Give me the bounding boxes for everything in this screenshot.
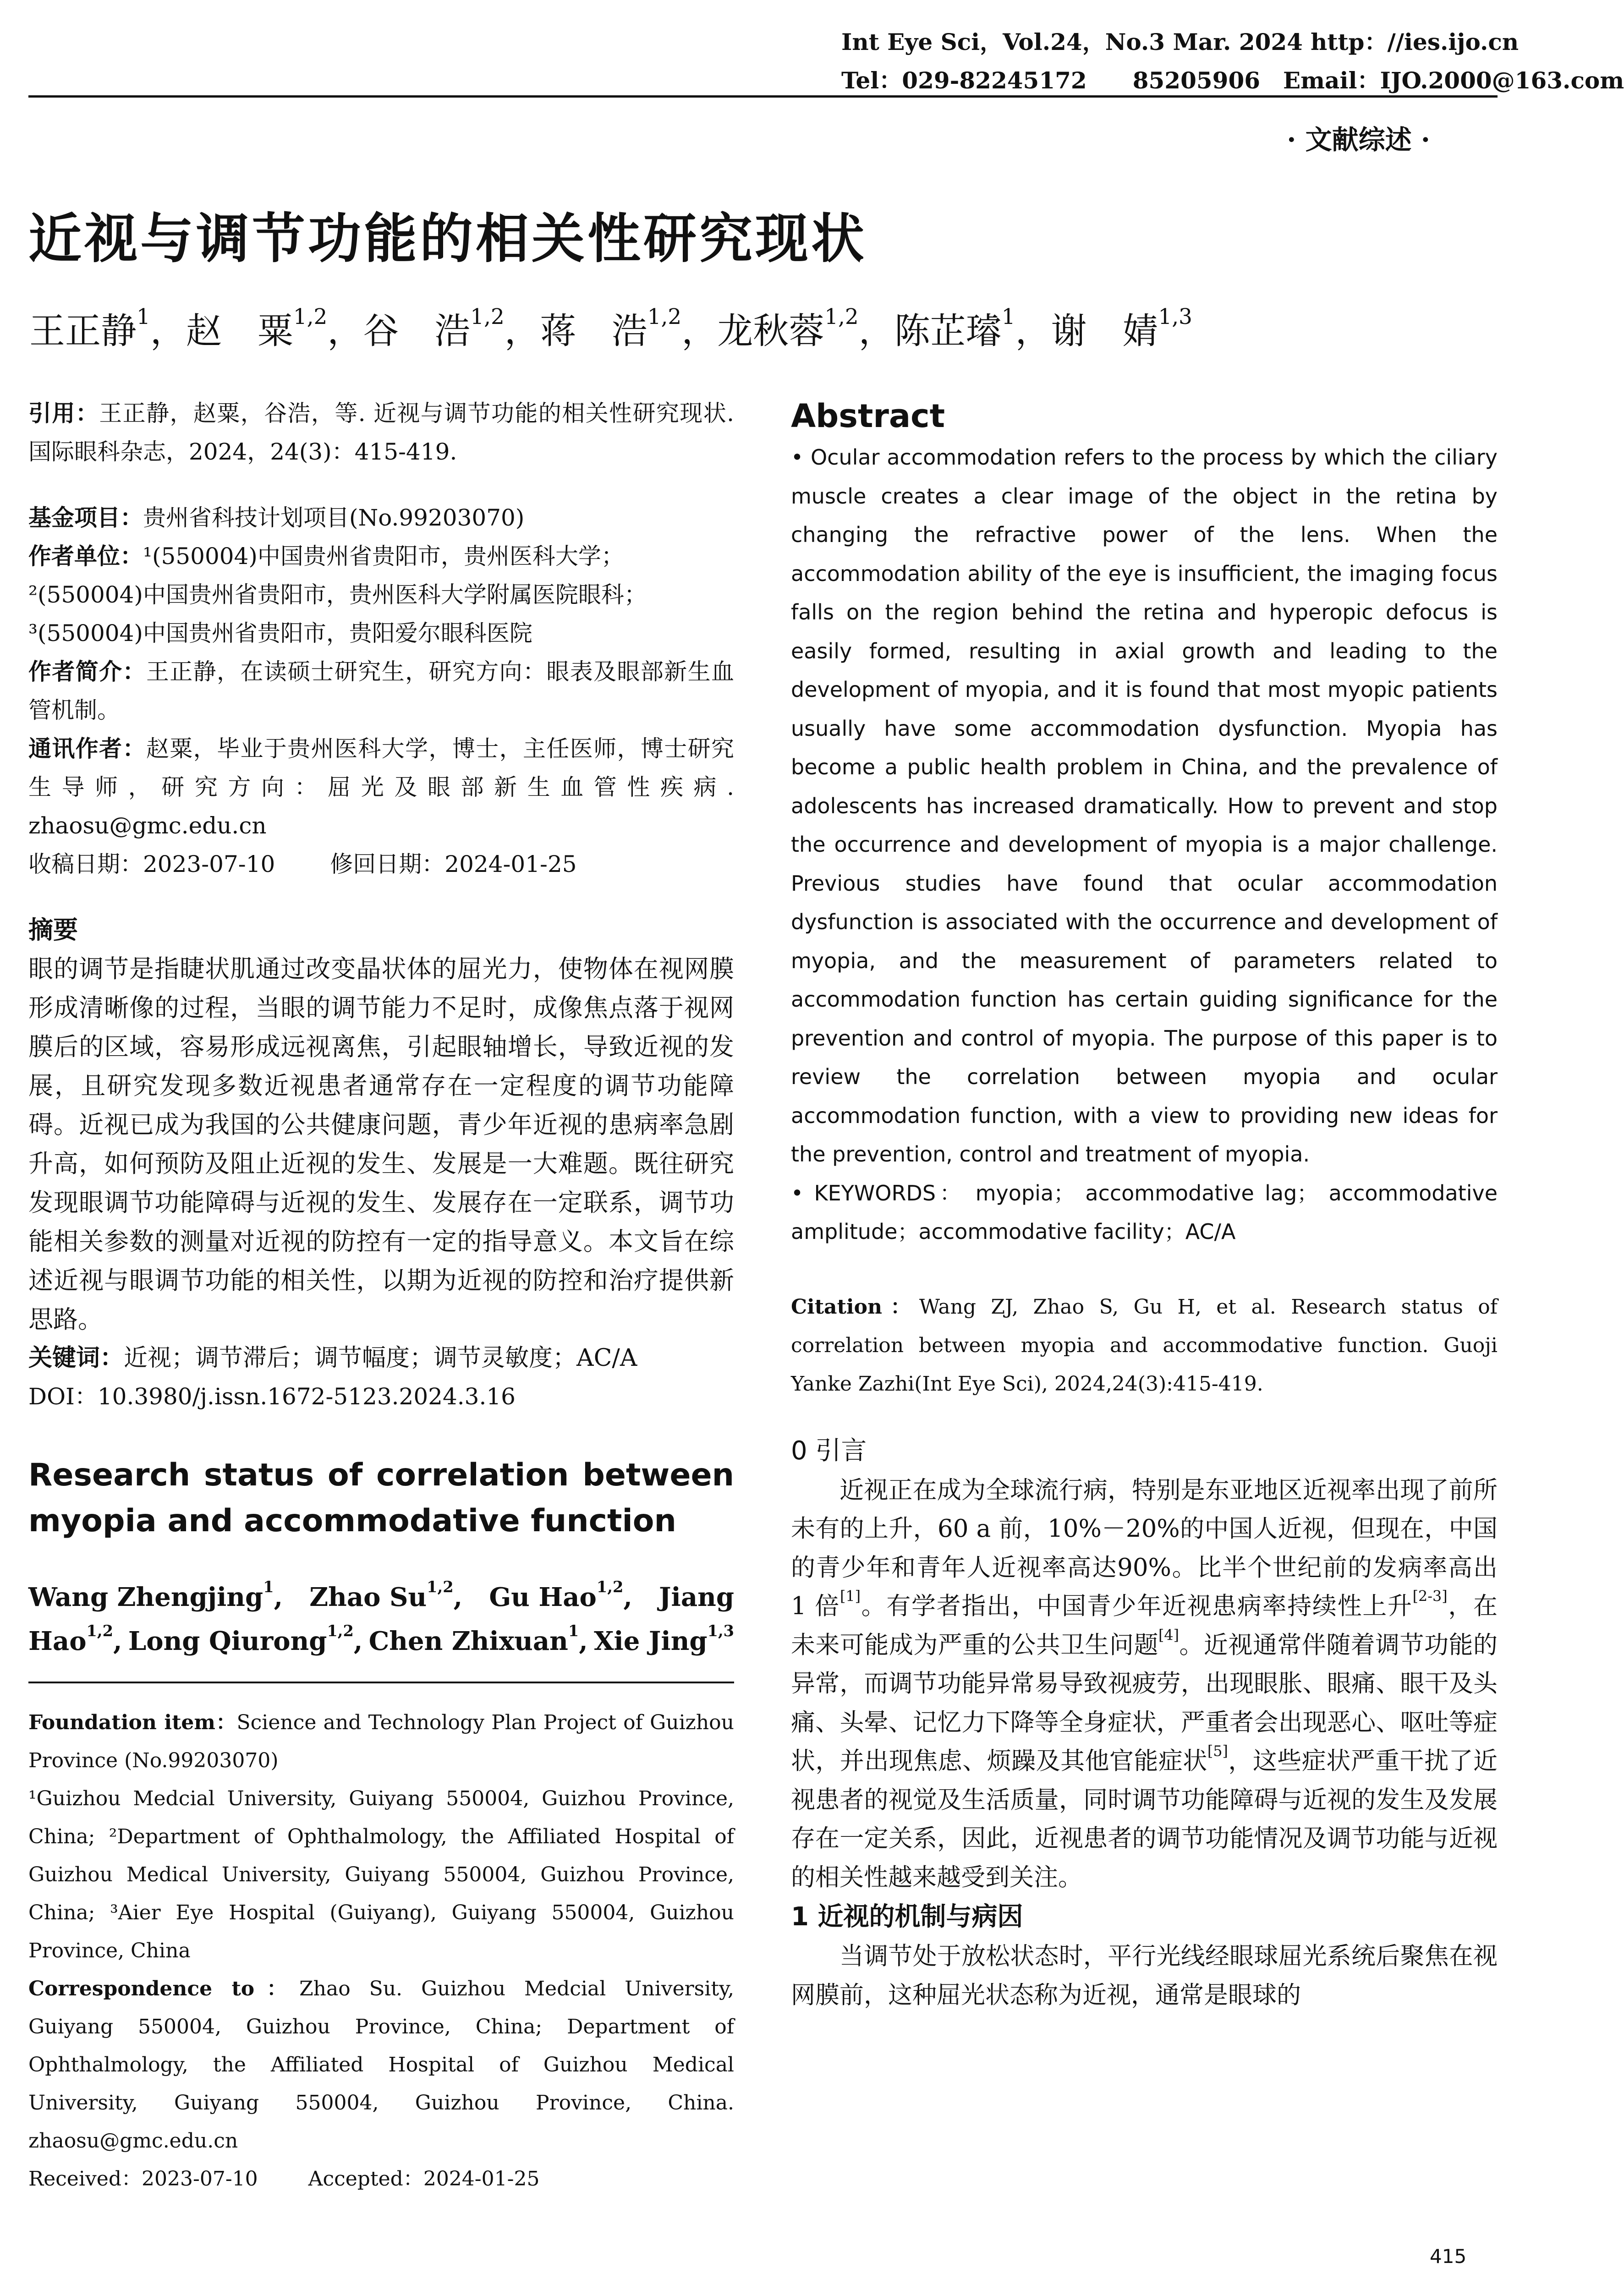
abstract-en: • Ocular accommodation refers to the process by which the ciliary muscle creates a clear image of the object in the retina by changing the refractive power of the lens. When the accommodation ability of the eye is insufficient, the imaging focus falls on the region behind the retina and hyperopic defocus is easily formed, resulting in axial growth and leading to the development of myopia, and it is found that most myopic patients usually have some accommodation dysfunction. Myopia has become a public health problem in China, and the prevalence of adolescents has increased dramatically. How to prevent and stop the occurrence and development of myopia is a major challenge. Previous studies have found that ocular accommodation dysfunction is associated with the occurrence and development of myopia, and the measurement of parameters related to accommodation function has certain guiding significance for the prevention and control of myopia. The purpose of this paper is to review the correlation between myopia and ocular accommodation function, with a view to providing new ideas for the prevention, control and treatment of myopia. [791, 445, 1498, 1167]
intro-text-run: ，在未来可能成为严重的公共卫生问题 [791, 1592, 1498, 1659]
title-cn: 近视与调节功能的相关性研究现状 [28, 208, 867, 270]
author-en-name: Gu Hao [489, 1582, 597, 1612]
author-en-separator: , [579, 1626, 588, 1656]
contact-line: Tel：029-82245172 85205906 Email：IJO.2000@163.com [841, 67, 1624, 94]
correspondence-en-label: Correspondence to： [28, 1977, 300, 2000]
author-cn-separator: ， [858, 311, 894, 352]
dates-en [28, 2160, 734, 2198]
received-cn: 收稿日期：2023-07-10 [28, 851, 275, 877]
author-cn-affiliation: 1,2 [647, 304, 682, 329]
intro-text-run: 。近视通常伴随着调节功能的异常，而调节功能异常易导致视疲劳，出现眼胀、眼痛、眼干及头痛、头晕、记忆力下降等全身症状，严重者会出现恶心、呕吐等症状，并出现焦虑、烦躁及其他官能症状 [791, 1631, 1498, 1775]
bio-cn-text: 王正静，在读硕士研究生，研究方向：眼表及眼部新生血管机制。 [28, 658, 735, 723]
corr-cn-label: 通讯作者： [28, 735, 146, 762]
right-column [791, 394, 1498, 2015]
section-1-text: 当调节处于放松状态时，平行光线经眼球屈光系统后聚焦在视网膜前，这种屈光状态称为近视，通常是眼球的 [791, 1942, 1498, 2009]
citation-cn [28, 394, 734, 471]
header-rule [28, 95, 1498, 98]
author-cn-name: 龙秋蓉 [717, 311, 825, 352]
author-en-separator: , [113, 1626, 122, 1656]
author-cn-separator: ， [1015, 311, 1051, 352]
unit-cn-label: 作者单位： [28, 543, 143, 570]
author-cn-affiliation: 1 [137, 304, 150, 329]
journal-url: http：//ies.ijo.cn [1311, 28, 1519, 55]
author-en-affiliation: 1 [263, 1577, 274, 1596]
title-en-line-1: Research status of correlation between [28, 1457, 734, 1493]
author-en [659, 1575, 734, 1619]
abstract-en-heading: Abstract [791, 397, 945, 435]
author-en-separator: , [274, 1582, 283, 1612]
author-en-affiliation: 1,3 [707, 1621, 734, 1640]
foundation-en-text: Science and Technology Plan Project of Guizhou Province (No.99203070) [28, 1711, 734, 1772]
fund-cn-label: 基金项目： [28, 504, 143, 531]
citation-en-text: Wang ZJ, Zhao S, Gu H, et al. Research status of correlation between myopia and accommodative function. Guoji Yanke Zazhi(Int Eye Sci), 2024,24(3):415-419. [791, 1295, 1498, 1396]
author-en-affiliation: 1,2 [86, 1621, 113, 1640]
author-cn-separator: ， [150, 311, 186, 352]
citation-marker: [2-3] [1412, 1588, 1448, 1605]
accepted-en: Accepted：2024-01-25 [308, 2167, 540, 2191]
authors-en-line-2 [28, 1619, 734, 1663]
author-en [128, 1619, 363, 1663]
author-en [28, 1575, 283, 1619]
intro-heading: 0 引言 [791, 1435, 867, 1466]
author-cn-separator: ， [504, 311, 540, 352]
keywords-cn [28, 1339, 734, 1377]
keywords-cn-label: 关键词： [28, 1344, 124, 1372]
author-cn-name: 蒋 浩 [540, 311, 647, 352]
title-en-line-2: myopia and accommodative function [28, 1503, 676, 1539]
section-1-heading: 1 近视的机制与病因 [791, 1902, 1023, 1932]
fund-cn-text: 贵州省科技计划项目(No.99203070) [143, 504, 525, 531]
correspondence-en [28, 1970, 734, 2160]
citation-cn-label: 引用： [28, 400, 99, 427]
page-number: 415 [1430, 2245, 1467, 2268]
journal-line: Int Eye Sci，Vol.24，No.3 Mar. 2024 [841, 28, 1303, 55]
keywords-en: • KEYWORDS： myopia； accommodative lag； accommodative amplitude；accommodative facility；AC/A [791, 1180, 1498, 1244]
author-en [28, 1619, 122, 1663]
author-cn-name: 陈芷璿 [894, 311, 1002, 352]
author-cn-name: 谢 婧 [1051, 311, 1158, 352]
foundation-en-label: Foundation item： [28, 1711, 237, 1734]
author-en-name: Chen Zhixuan [368, 1626, 568, 1656]
citation-en-label: Citation： [791, 1295, 919, 1319]
abstract-cn: 眼的调节是指睫状肌通过改变晶状体的屈光力，使物体在视网膜形成清晰像的过程，当眼的调节能力不足时，成像焦点落于视网膜后的区域，容易形成远视离焦，引起眼轴增长，导致近视的发展，且研究发现多数近视患者通常存在一定程度的调节功能障碍。近视已成为我国的公共健康问题，青少年近视的患病率急剧升高，如何预防及阻止近视的发生、发展是一大难题。既往研究发现眼调节功能障碍与近视的发生、发展存在一定联系，调节功能相关参数的测量对近视的防控有一定的指导意义。本文旨在综述近视与眼调节功能的相关性，以期为近视的防控和治疗提供新思路。 [28, 954, 734, 1334]
author-en-affiliation: 1,2 [327, 1621, 354, 1640]
intro-text-run: 。有学者指出，中国青少年近视患病率持续性上升 [860, 1592, 1413, 1620]
author-cn-affiliation: 1 [1001, 304, 1015, 329]
author-en [489, 1575, 632, 1619]
received-en: Received：2023-07-10 [28, 2167, 258, 2191]
author-rule [28, 1682, 734, 1683]
author-en-name: Jiang [659, 1582, 734, 1612]
author-en [594, 1619, 734, 1663]
citation-en [791, 1288, 1498, 1403]
corr-cn [28, 729, 734, 845]
unit-line-1: ¹(550004)中国贵州省贵阳市，贵州医科大学； [143, 543, 624, 570]
author-cn-separator: ， [327, 311, 363, 352]
intro-text-run: ，这些症状严重干扰了近视患者的视觉及生活质量，同时调节功能障碍与近视的发生及发展存在一定关系，因此，近视患者的调节功能情况及调节功能与近视的相关性越来越受到关注。 [791, 1747, 1498, 1891]
authors-cn [29, 302, 1192, 354]
keywords-cn-text: 近视；调节滞后；调节幅度；调节灵敏度；AC/A [124, 1344, 637, 1372]
author-cn-name: 王正静 [29, 311, 137, 352]
author-en-name: Hao [28, 1626, 87, 1656]
author-en-name: Long Qiurong [128, 1626, 327, 1656]
intro-text [791, 1471, 1498, 1897]
author-en-affiliation: 1 [568, 1621, 579, 1640]
author-cn-affiliation: 1,3 [1158, 304, 1192, 329]
section-label: · 文献综述 · [1287, 124, 1430, 155]
author-en [369, 1619, 588, 1663]
citation-marker: [1] [839, 1588, 861, 1605]
author-en-affiliation: 1,2 [596, 1577, 624, 1596]
correspondence-en-text: Zhao Su. Guizhou Medcial University, Guiyang 550004, Guizhou Province, China; Department of Ophthalmology, the Affiliated Hospital of Guizhou Medical University, Guiyang 550004, Guizhou Province, China. zhaosu@gmc.edu.cn [28, 1977, 734, 2153]
author-en-name: Wang Zhengjing [28, 1582, 263, 1612]
citation-marker: [5] [1207, 1742, 1228, 1760]
doi: DOI：10.3980/j.issn.1672-5123.2024.3.16 [28, 1383, 516, 1410]
author-en-name: Xie Jing [594, 1626, 708, 1656]
abstract-cn-heading: 摘要 [28, 915, 78, 944]
author-cn-affiliation: 1,2 [470, 304, 505, 329]
author-en-name: Zhao Su [309, 1582, 427, 1612]
author-en-separator: , [353, 1626, 363, 1656]
authors-en-line-1 [28, 1575, 734, 1619]
author-cn-name: 谷 浩 [363, 311, 471, 352]
unit-cn [28, 537, 734, 652]
affiliations-en: ¹Guizhou Medcial University, Guiyang 550004, Guizhou Province, China; ²Department of Ophthalmology, the Affiliated Hospital of Guizhou Medical University, Guiyang 550004, Guizhou Province, China; ³Aier Eye Hospital (Guiyang), Guiyang 550004, Guizhou Province, China [28, 1787, 734, 1962]
fund-cn [28, 499, 734, 537]
author-cn-affiliation: 1,2 [293, 304, 328, 329]
unit-line-3: ³(550004)中国贵州省贵阳市，贵阳爱尔眼科医院 [28, 620, 532, 646]
revised-cn: 修回日期：2024-01-25 [330, 851, 577, 877]
author-en-separator: , [453, 1582, 463, 1612]
citation-marker: [4] [1158, 1626, 1179, 1644]
unit-line-2: ²(550004)中国贵州省贵阳市，贵州医科大学附属医院眼科； [28, 581, 647, 608]
author-cn-name: 赵 粟 [186, 311, 293, 352]
bio-cn [28, 652, 734, 729]
citation-cn-text: 王正静，赵粟，谷浩，等. 近视与调节功能的相关性研究现状. 国际眼科杂志，2024，24(3)：415-419. [28, 400, 734, 465]
author-cn-separator: ， [681, 311, 718, 352]
author-en-separator: , [623, 1582, 632, 1612]
bio-cn-label: 作者简介： [28, 658, 146, 685]
intro-text-run: 近视正在成为全球流行病，特别是东亚地区近视率出现了前所未有的上升，60 a 前，10%－20%的中国人近视，但现在，中国的青少年和青年人近视率高达90%。比半个世纪前的发病率高出 1 倍 [791, 1476, 1498, 1620]
corr-cn-text: 赵粟，毕业于贵州医科大学，博士，主任医师，博士研究生导师，研究方向：屈光及眼部新生血管性疾病. zhaosu@gmc.edu.cn [28, 735, 735, 839]
left-column [28, 394, 734, 2198]
dates-cn [28, 845, 734, 883]
authors-en [28, 1575, 734, 1663]
title-en [28, 1452, 734, 1544]
author-cn-affiliation: 1,2 [824, 304, 859, 329]
author-en-affiliation: 1,2 [427, 1577, 454, 1596]
author-en [309, 1575, 462, 1619]
foundation-en [28, 1704, 734, 1780]
